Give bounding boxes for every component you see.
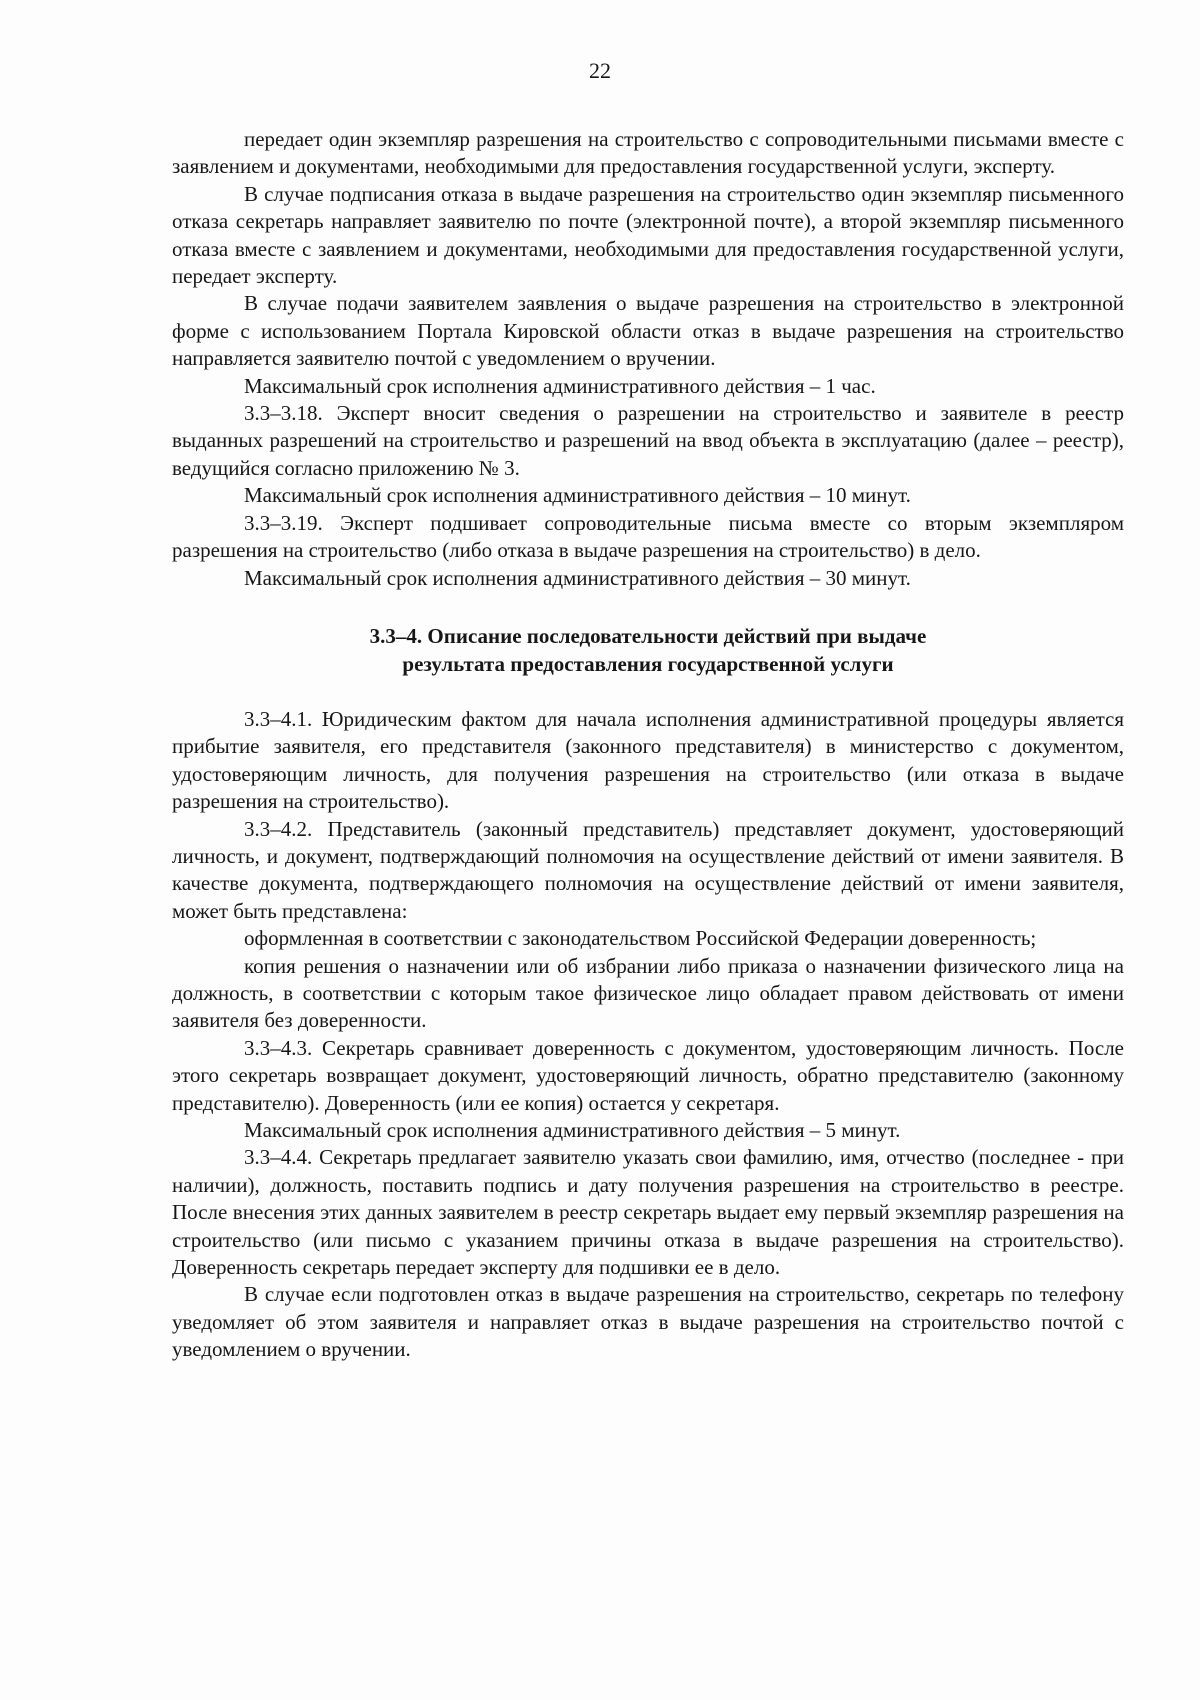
section-heading xyxy=(172,622,1124,678)
paragraph: 3.3–3.18. Эксперт вносит сведения о разрешении на строительство и заявителе в реестр выданных разрешений на строительство и разрешений на ввод объекта в эксплуатацию (далее – реестр), ведущийся согласно приложению № 3. xyxy=(172,401,1124,480)
paragraph: 3.3–4.4. Секретарь предлагает заявителю указать свои фамилию, имя, отчество (последнее - при наличии), должность, поставить подпись и дату получения разрешения на строительство в реестре. После внесения этих данных заявителем в реестр секретарь выдает ему первый экземпляр разрешения на строительство (или письмо с указанием причины отказа в выдаче разрешения на строительство). Доверенность секретарь передает эксперту для подшивки ее в дело. xyxy=(172,1145,1124,1280)
paragraph: В случае подачи заявителем заявления о выдаче разрешения на строительство в электронной форме с использованием Портала Кировской области отказ в выдаче разрешения на строительство направляется заявителю почтой с уведомлением о вручении. xyxy=(172,291,1124,371)
section-heading-line: результата предоставления государственной услуги xyxy=(402,651,894,676)
paragraph: копия решения о назначении или об избрании либо приказа о назначении физического лица на должность, в соответствии с которым такое физическое лицо обладает правом действовать от имени заявителя без доверенности. xyxy=(172,953,1124,1033)
paragraph: 3.3–3.19. Эксперт подшивает сопроводительные письма вместе со вторым экземпляром разрешения на строительство (либо отказа в выдаче разрешения на строительство) в дело. xyxy=(172,510,1124,563)
paragraph: Максимальный срок исполнения административного действия – 1 час. xyxy=(244,373,876,398)
paragraph: 3.3–4.1. Юридическим фактом для начала исполнения административной процедуры является прибытие заявителя, его представителя (законного представителя) в министерство с документом, удостоверяющим личность, для получения разрешения на строительство (или отказа в выдаче разрешения на строительство). xyxy=(172,706,1124,814)
paragraph: передает один экземпляр разрешения на строительство с сопроводительными письмами вместе с заявлением и документами, необходимыми для предоставления государственной услуги, эксперту. xyxy=(172,127,1124,179)
paragraph: Максимальный срок исполнения административного действия – 5 минут. xyxy=(244,1118,901,1142)
document-body xyxy=(172,126,1124,1364)
section-heading-line: 3.3–4. Описание последовательности действий при выдаче xyxy=(369,623,927,648)
paragraph: В случае подписания отказа в выдаче разрешения на строительство один экземпляр письменного отказа секретарь направляет заявителю по почте (электронной почте), а второй экземпляр письменного отказа вместе с заявлением и документами, необходимыми для предоставления государственной услуги, передает эксперту. xyxy=(172,181,1124,289)
paragraph: Максимальный срок исполнения административного действия – 30 минут. xyxy=(244,565,911,590)
paragraph: Максимальный срок исполнения административного действия – 10 минут. xyxy=(244,483,911,508)
paragraph: 3.3–4.3. Секретарь сравнивает доверенность с документом, удостоверяющим личность. После этого секретарь возвращает документ, удостоверяющий личность, обратно представителю (законному представителю). Доверенность (или ее копия) остается у секретаря. xyxy=(172,1035,1124,1115)
page-number: 22 xyxy=(589,58,611,83)
paragraph: 3.3–4.2. Представитель (законный представитель) представляет документ, удостоверяющий личность, и документ, подтверждающий полномочия на осуществление действий от имени заявителя. В качестве документа, подтверждающего полномочия на осуществление действий от имени заявителя, может быть представлена: xyxy=(172,816,1124,923)
paragraph: В случае если подготовлен отказ в выдаче разрешения на строительство, секретарь по телефону уведомляет об этом заявителя и направляет отказ в выдаче разрешения на строительство почтой с уведомлением о вручении. xyxy=(172,1282,1124,1362)
paragraph: оформленная в соответствии с законодательством Российской Федерации доверенность; xyxy=(244,926,1037,951)
